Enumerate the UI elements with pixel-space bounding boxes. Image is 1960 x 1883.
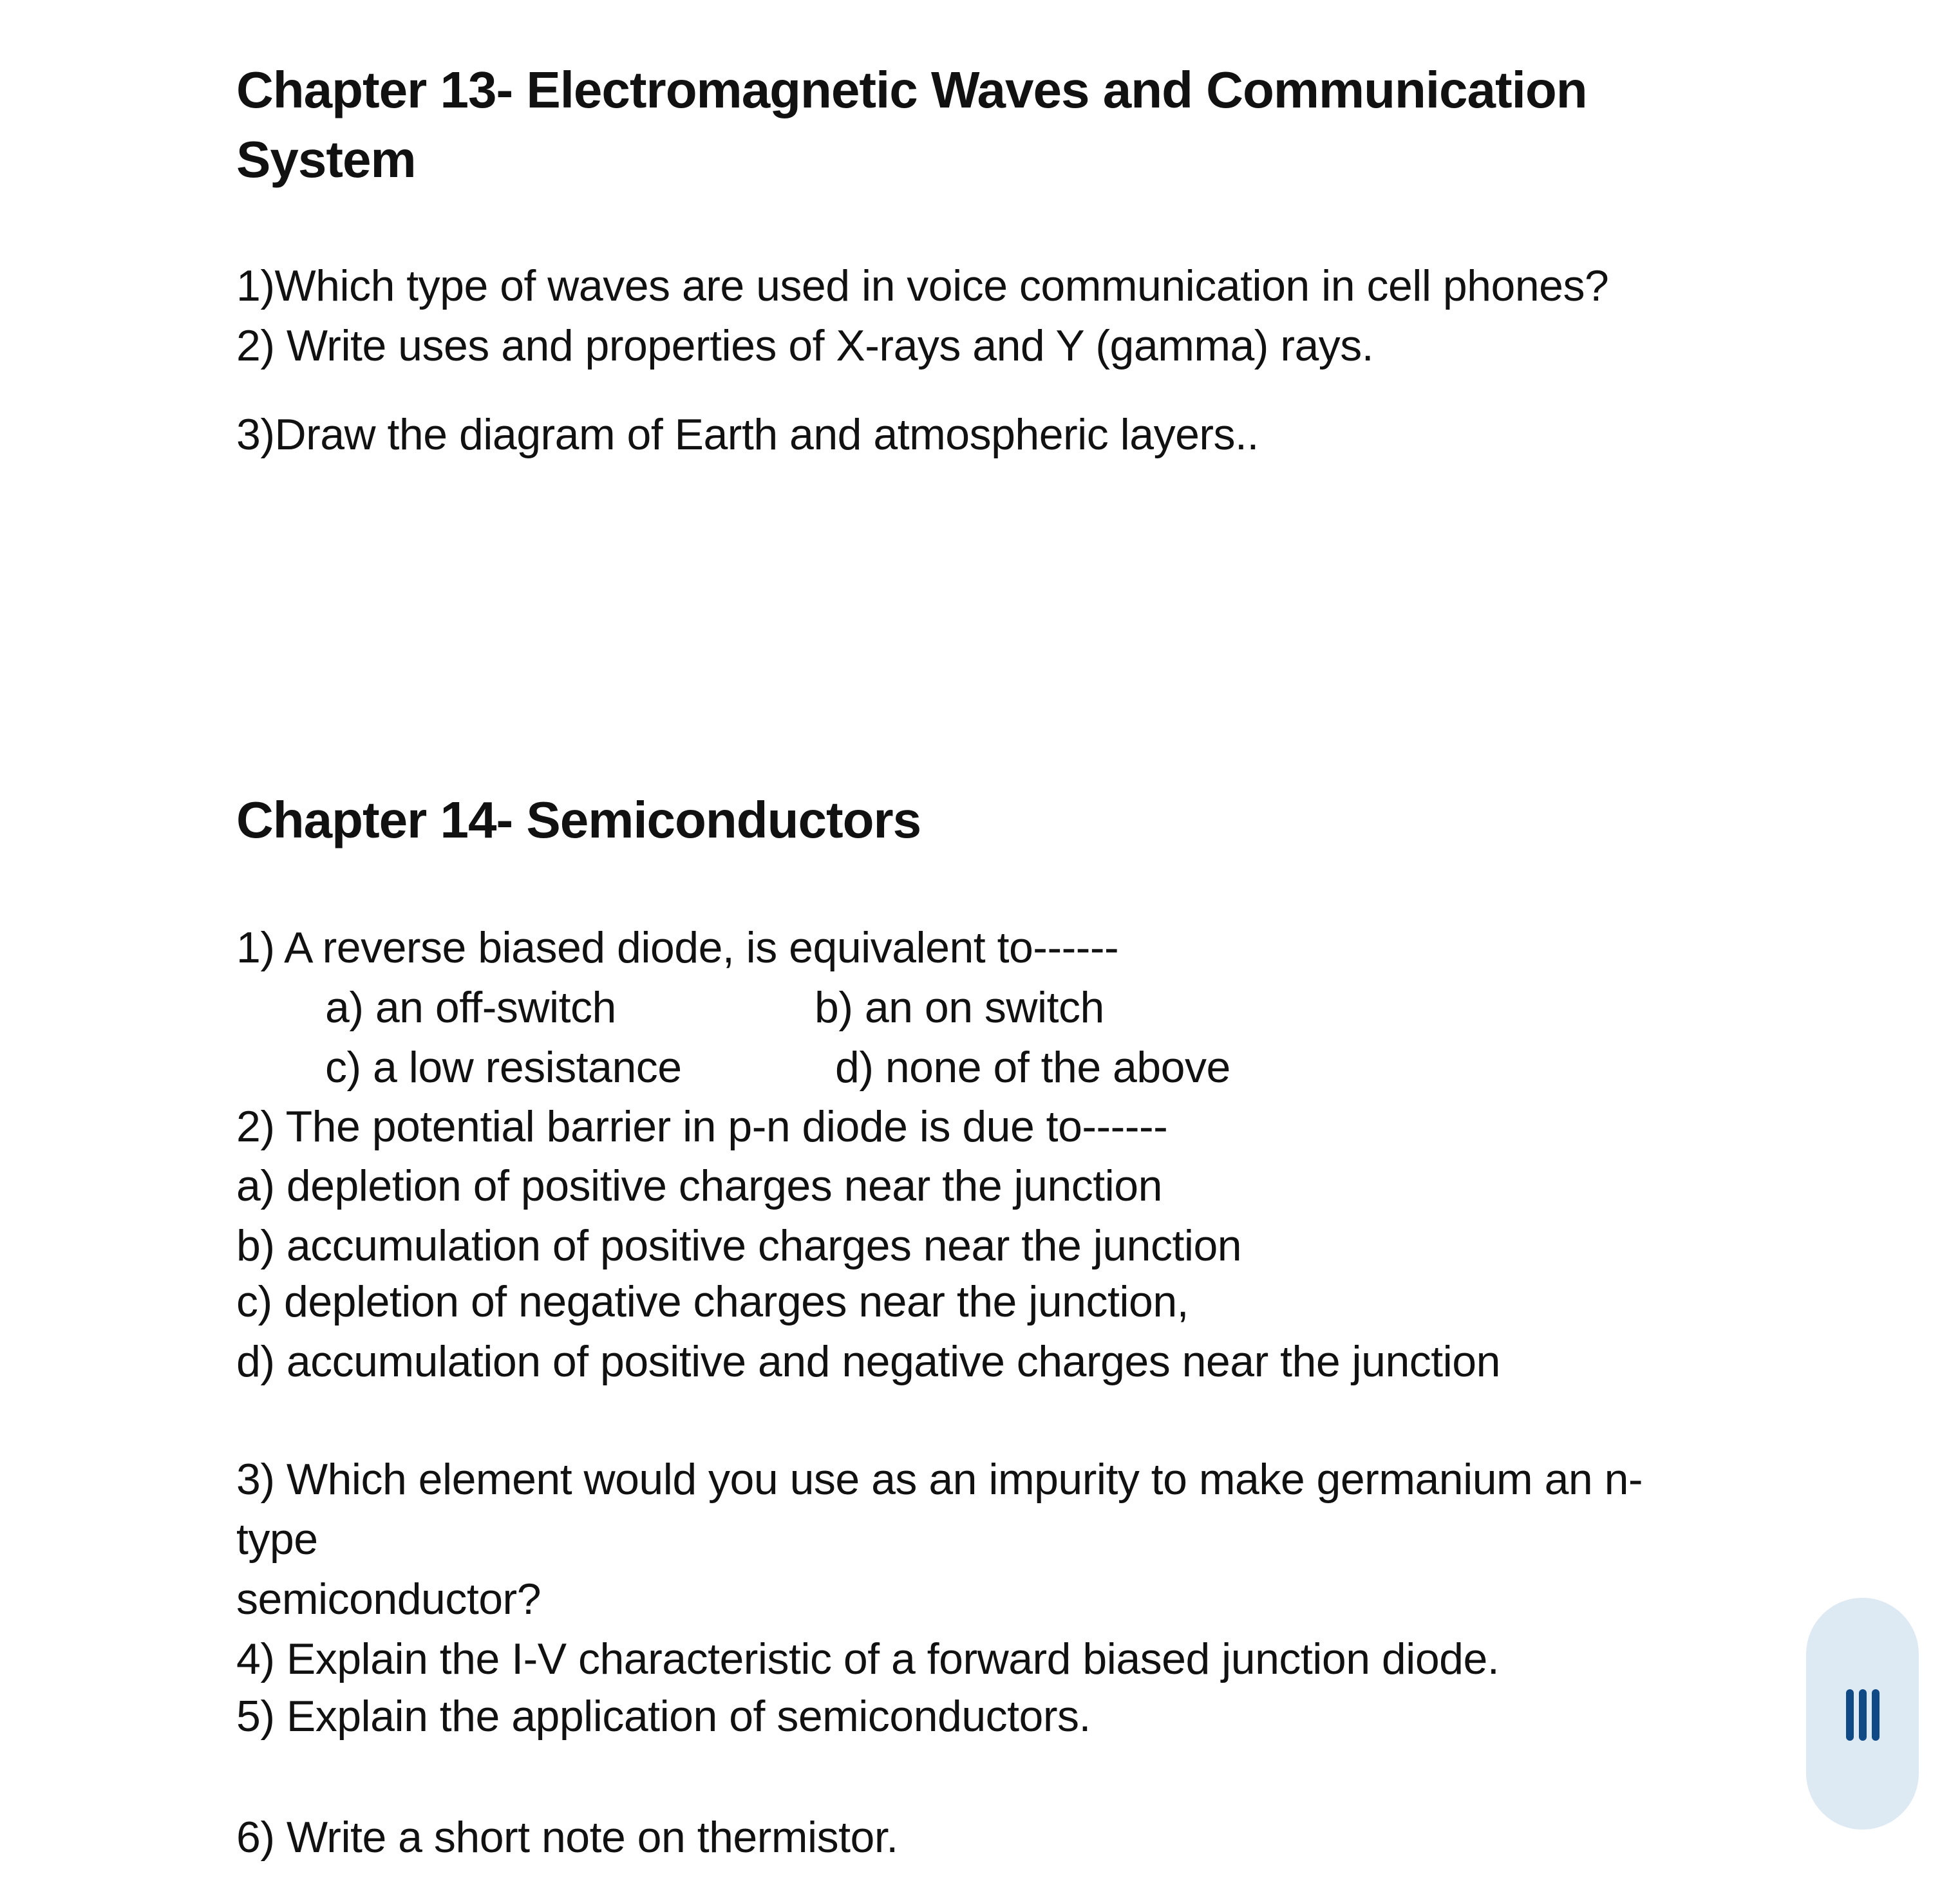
- ch14-question-1-option-d: d) none of the above: [835, 1043, 1230, 1092]
- ch14-question-1-option-a: a) an off-switch: [325, 983, 616, 1032]
- ch14-question-3-line-3: semiconductor?: [236, 1575, 542, 1624]
- ch14-question-2-option-b: b) accumulation of positive charges near the junction: [236, 1221, 1242, 1270]
- chapter-14-title: Chapter 14- Semiconductors: [236, 791, 921, 848]
- ch14-question-1-option-b: b) an on switch: [815, 983, 1104, 1032]
- chapter-13-title-line-2: System: [236, 131, 416, 188]
- menu-button[interactable]: [1806, 1598, 1919, 1830]
- menu-icon: [1846, 1689, 1854, 1741]
- ch14-question-2-stem: 2) The potential barrier in p-n diode is due to------: [236, 1102, 1168, 1151]
- ch14-question-3-line-1: 3) Which element would you use as an impurity to make germanium an n-: [236, 1455, 1643, 1504]
- ch13-question-2: 2) Write uses and properties of X-rays and Y (gamma) rays.: [236, 321, 1374, 370]
- ch14-question-2-option-d: d) accumulation of positive and negative charges near the junction: [236, 1337, 1500, 1386]
- ch14-question-1-stem: 1) A reverse biased diode, is equivalent to------: [236, 923, 1119, 972]
- ch13-question-1: 1)Which type of waves are used in voice communication in cell phones?: [236, 261, 1609, 310]
- menu-icon-bar-2: [1859, 1689, 1867, 1741]
- chapter-13-title-line-1: Chapter 13- Electromagnetic Waves and Communication: [236, 61, 1587, 118]
- ch14-question-4: 4) Explain the I-V characteristic of a forward biased junction diode.: [236, 1635, 1500, 1683]
- ch14-question-2-option-a: a) depletion of positive charges near the junction: [236, 1161, 1162, 1210]
- menu-icon-bar-3: [1872, 1689, 1880, 1741]
- ch14-question-2-option-c: c) depletion of negative charges near the junction,: [236, 1277, 1189, 1326]
- ch14-question-1-option-c: c) a low resistance: [325, 1043, 682, 1092]
- ch14-question-5: 5) Explain the application of semiconductors.: [236, 1692, 1091, 1741]
- ch14-question-3-line-2: type: [236, 1515, 318, 1564]
- ch13-question-3: 3)Draw the diagram of Earth and atmospheric layers..: [236, 410, 1259, 459]
- ch14-question-6: 6) Write a short note on thermistor.: [236, 1813, 898, 1862]
